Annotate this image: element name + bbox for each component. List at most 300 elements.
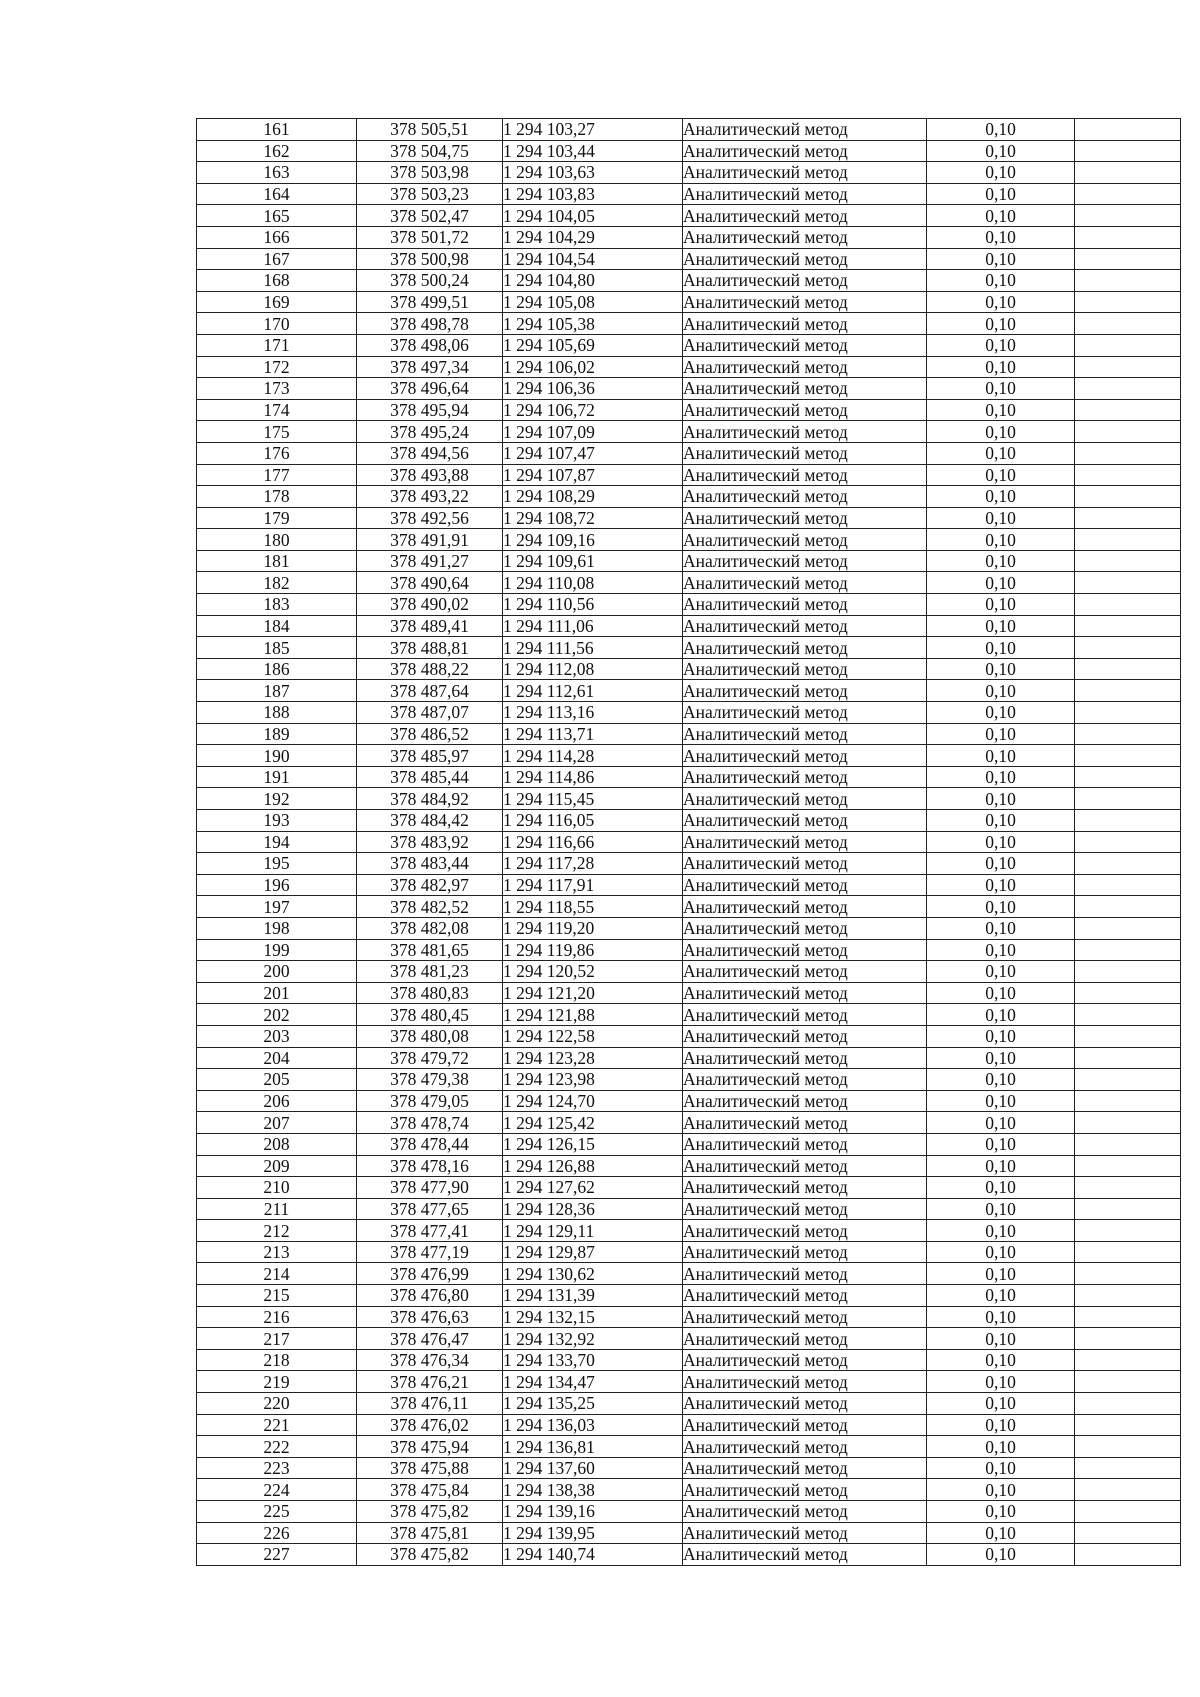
empty-cell [1075,291,1181,313]
x-coordinate-cell: 378 499,51 [357,291,503,313]
x-coordinate-cell: 378 481,23 [357,961,503,983]
point-number-cell: 183 [197,594,357,616]
method-cell: Аналитический метод [683,529,927,551]
empty-cell [1075,162,1181,184]
accuracy-cell: 0,10 [927,1349,1075,1371]
table-row [197,119,1181,141]
table-row [197,1133,1181,1155]
method-cell: Аналитический метод [683,788,927,810]
x-coordinate-cell: 378 480,83 [357,982,503,1004]
method-cell: Аналитический метод [683,291,927,313]
x-coordinate-cell: 378 485,97 [357,745,503,767]
point-number-cell: 174 [197,399,357,421]
empty-cell [1075,615,1181,637]
y-coordinate-cell: 1 294 105,08 [503,291,683,313]
y-coordinate-cell: 1 294 134,47 [503,1371,683,1393]
table-row [197,1263,1181,1285]
y-coordinate-cell: 1 294 105,69 [503,334,683,356]
accuracy-cell: 0,10 [927,1457,1075,1479]
empty-cell [1075,853,1181,875]
point-number-cell: 191 [197,766,357,788]
method-cell: Аналитический метод [683,1133,927,1155]
x-coordinate-cell: 378 475,82 [357,1501,503,1523]
empty-cell [1075,896,1181,918]
point-number-cell: 218 [197,1349,357,1371]
empty-cell [1075,788,1181,810]
x-coordinate-cell: 378 503,98 [357,162,503,184]
table-row [197,421,1181,443]
point-number-cell: 214 [197,1263,357,1285]
y-coordinate-cell: 1 294 103,83 [503,183,683,205]
point-number-cell: 181 [197,550,357,572]
empty-cell [1075,1069,1181,1091]
point-number-cell: 176 [197,442,357,464]
accuracy-cell: 0,10 [927,1047,1075,1069]
empty-cell [1075,1479,1181,1501]
method-cell: Аналитический метод [683,334,927,356]
y-coordinate-cell: 1 294 126,15 [503,1133,683,1155]
y-coordinate-cell: 1 294 115,45 [503,788,683,810]
table-row [197,810,1181,832]
point-number-cell: 165 [197,205,357,227]
x-coordinate-cell: 378 481,65 [357,939,503,961]
point-number-cell: 184 [197,615,357,637]
empty-cell [1075,356,1181,378]
accuracy-cell: 0,10 [927,1155,1075,1177]
x-coordinate-cell: 378 487,64 [357,680,503,702]
method-cell: Аналитический метод [683,1004,927,1026]
x-coordinate-cell: 378 475,88 [357,1457,503,1479]
accuracy-cell: 0,10 [927,572,1075,594]
table-row [197,723,1181,745]
accuracy-cell: 0,10 [927,917,1075,939]
y-coordinate-cell: 1 294 133,70 [503,1349,683,1371]
point-number-cell: 188 [197,702,357,724]
table-row [197,1436,1181,1458]
y-coordinate-cell: 1 294 103,27 [503,119,683,141]
accuracy-cell: 0,10 [927,1133,1075,1155]
table-row [197,637,1181,659]
table-row [197,1479,1181,1501]
method-cell: Аналитический метод [683,1069,927,1091]
x-coordinate-cell: 378 476,02 [357,1414,503,1436]
method-cell: Аналитический метод [683,702,927,724]
accuracy-cell: 0,10 [927,1263,1075,1285]
empty-cell [1075,1177,1181,1199]
point-number-cell: 196 [197,874,357,896]
table-row [197,1025,1181,1047]
x-coordinate-cell: 378 476,21 [357,1371,503,1393]
y-coordinate-cell: 1 294 116,66 [503,831,683,853]
table-row [197,183,1181,205]
table-row [197,1328,1181,1350]
x-coordinate-cell: 378 477,41 [357,1220,503,1242]
point-number-cell: 177 [197,464,357,486]
empty-cell [1075,334,1181,356]
y-coordinate-cell: 1 294 114,28 [503,745,683,767]
y-coordinate-cell: 1 294 124,70 [503,1090,683,1112]
empty-cell [1075,874,1181,896]
empty-cell [1075,140,1181,162]
point-number-cell: 169 [197,291,357,313]
x-coordinate-cell: 378 480,45 [357,1004,503,1026]
y-coordinate-cell: 1 294 129,11 [503,1220,683,1242]
table-row [197,378,1181,400]
y-coordinate-cell: 1 294 136,81 [503,1436,683,1458]
table-row [197,615,1181,637]
accuracy-cell: 0,10 [927,810,1075,832]
accuracy-cell: 0,10 [927,486,1075,508]
empty-cell [1075,917,1181,939]
method-cell: Аналитический метод [683,1220,927,1242]
accuracy-cell: 0,10 [927,464,1075,486]
x-coordinate-cell: 378 476,11 [357,1393,503,1415]
empty-cell [1075,1457,1181,1479]
point-number-cell: 216 [197,1306,357,1328]
x-coordinate-cell: 378 492,56 [357,507,503,529]
empty-cell [1075,1285,1181,1307]
y-coordinate-cell: 1 294 104,54 [503,248,683,270]
table-row [197,226,1181,248]
accuracy-cell: 0,10 [927,1177,1075,1199]
method-cell: Аналитический метод [683,615,927,637]
empty-cell [1075,745,1181,767]
method-cell: Аналитический метод [683,1522,927,1544]
accuracy-cell: 0,10 [927,1544,1075,1566]
x-coordinate-cell: 378 476,34 [357,1349,503,1371]
table-row [197,853,1181,875]
table-row [197,745,1181,767]
accuracy-cell: 0,10 [927,507,1075,529]
accuracy-cell: 0,10 [927,399,1075,421]
x-coordinate-cell: 378 475,81 [357,1522,503,1544]
empty-cell [1075,1349,1181,1371]
y-coordinate-cell: 1 294 123,28 [503,1047,683,1069]
accuracy-cell: 0,10 [927,637,1075,659]
table-row [197,1285,1181,1307]
x-coordinate-cell: 378 491,27 [357,550,503,572]
y-coordinate-cell: 1 294 125,42 [503,1112,683,1134]
empty-cell [1075,766,1181,788]
method-cell: Аналитический метод [683,853,927,875]
y-coordinate-cell: 1 294 117,28 [503,853,683,875]
y-coordinate-cell: 1 294 106,36 [503,378,683,400]
empty-cell [1075,529,1181,551]
empty-cell [1075,507,1181,529]
table-row [197,896,1181,918]
table-row [197,766,1181,788]
empty-cell [1075,1393,1181,1415]
method-cell: Аналитический метод [683,939,927,961]
x-coordinate-cell: 378 490,02 [357,594,503,616]
method-cell: Аналитический метод [683,162,927,184]
empty-cell [1075,205,1181,227]
x-coordinate-cell: 378 484,92 [357,788,503,810]
y-coordinate-cell: 1 294 139,95 [503,1522,683,1544]
x-coordinate-cell: 378 487,07 [357,702,503,724]
x-coordinate-cell: 378 501,72 [357,226,503,248]
accuracy-cell: 0,10 [927,594,1075,616]
table-row [197,788,1181,810]
accuracy-cell: 0,10 [927,442,1075,464]
table-row [197,917,1181,939]
empty-cell [1075,442,1181,464]
y-coordinate-cell: 1 294 104,29 [503,226,683,248]
table-row [197,529,1181,551]
empty-cell [1075,1436,1181,1458]
table-row [197,1306,1181,1328]
point-number-cell: 203 [197,1025,357,1047]
point-number-cell: 194 [197,831,357,853]
table-row [197,1112,1181,1134]
accuracy-cell: 0,10 [927,658,1075,680]
point-number-cell: 212 [197,1220,357,1242]
accuracy-cell: 0,10 [927,119,1075,141]
x-coordinate-cell: 378 485,44 [357,766,503,788]
y-coordinate-cell: 1 294 103,44 [503,140,683,162]
x-coordinate-cell: 378 476,99 [357,1263,503,1285]
accuracy-cell: 0,10 [927,421,1075,443]
method-cell: Аналитический метод [683,183,927,205]
accuracy-cell: 0,10 [927,1112,1075,1134]
empty-cell [1075,658,1181,680]
empty-cell [1075,1328,1181,1350]
accuracy-cell: 0,10 [927,226,1075,248]
method-cell: Аналитический метод [683,1155,927,1177]
table-row [197,594,1181,616]
empty-cell [1075,1306,1181,1328]
x-coordinate-cell: 378 497,34 [357,356,503,378]
point-number-cell: 180 [197,529,357,551]
point-number-cell: 168 [197,270,357,292]
method-cell: Аналитический метод [683,680,927,702]
method-cell: Аналитический метод [683,1479,927,1501]
y-coordinate-cell: 1 294 114,86 [503,766,683,788]
point-number-cell: 163 [197,162,357,184]
x-coordinate-cell: 378 495,94 [357,399,503,421]
method-cell: Аналитический метод [683,961,927,983]
y-coordinate-cell: 1 294 128,36 [503,1198,683,1220]
y-coordinate-cell: 1 294 107,87 [503,464,683,486]
coordinates-table-body [197,119,1181,1566]
x-coordinate-cell: 378 500,24 [357,270,503,292]
accuracy-cell: 0,10 [927,1004,1075,1026]
table-row [197,572,1181,594]
empty-cell [1075,1155,1181,1177]
accuracy-cell: 0,10 [927,939,1075,961]
point-number-cell: 172 [197,356,357,378]
method-cell: Аналитический метод [683,399,927,421]
table-row [197,291,1181,313]
method-cell: Аналитический метод [683,442,927,464]
accuracy-cell: 0,10 [927,1285,1075,1307]
point-number-cell: 205 [197,1069,357,1091]
y-coordinate-cell: 1 294 106,72 [503,399,683,421]
x-coordinate-cell: 378 489,41 [357,615,503,637]
x-coordinate-cell: 378 498,06 [357,334,503,356]
x-coordinate-cell: 378 504,75 [357,140,503,162]
accuracy-cell: 0,10 [927,1220,1075,1242]
accuracy-cell: 0,10 [927,313,1075,335]
point-number-cell: 207 [197,1112,357,1134]
x-coordinate-cell: 378 478,44 [357,1133,503,1155]
point-number-cell: 209 [197,1155,357,1177]
x-coordinate-cell: 378 498,78 [357,313,503,335]
method-cell: Аналитический метод [683,421,927,443]
method-cell: Аналитический метод [683,917,927,939]
point-number-cell: 186 [197,658,357,680]
accuracy-cell: 0,10 [927,1241,1075,1263]
y-coordinate-cell: 1 294 123,98 [503,1069,683,1091]
table-row [197,399,1181,421]
y-coordinate-cell: 1 294 105,38 [503,313,683,335]
table-row [197,939,1181,961]
method-cell: Аналитический метод [683,270,927,292]
point-number-cell: 222 [197,1436,357,1458]
empty-cell [1075,1371,1181,1393]
x-coordinate-cell: 378 482,52 [357,896,503,918]
point-number-cell: 171 [197,334,357,356]
x-coordinate-cell: 378 479,38 [357,1069,503,1091]
point-number-cell: 225 [197,1501,357,1523]
empty-cell [1075,1025,1181,1047]
accuracy-cell: 0,10 [927,1069,1075,1091]
accuracy-cell: 0,10 [927,270,1075,292]
y-coordinate-cell: 1 294 120,52 [503,961,683,983]
y-coordinate-cell: 1 294 112,08 [503,658,683,680]
point-number-cell: 193 [197,810,357,832]
x-coordinate-cell: 378 503,23 [357,183,503,205]
method-cell: Аналитический метод [683,1306,927,1328]
empty-cell [1075,378,1181,400]
accuracy-cell: 0,10 [927,550,1075,572]
x-coordinate-cell: 378 491,91 [357,529,503,551]
accuracy-cell: 0,10 [927,183,1075,205]
x-coordinate-cell: 378 493,88 [357,464,503,486]
accuracy-cell: 0,10 [927,291,1075,313]
table-row [197,1349,1181,1371]
point-number-cell: 227 [197,1544,357,1566]
empty-cell [1075,1220,1181,1242]
method-cell: Аналитический метод [683,723,927,745]
y-coordinate-cell: 1 294 139,16 [503,1501,683,1523]
point-number-cell: 221 [197,1414,357,1436]
accuracy-cell: 0,10 [927,248,1075,270]
point-number-cell: 211 [197,1198,357,1220]
point-number-cell: 192 [197,788,357,810]
empty-cell [1075,1004,1181,1026]
table-row [197,982,1181,1004]
table-row [197,874,1181,896]
point-number-cell: 213 [197,1241,357,1263]
y-coordinate-cell: 1 294 136,03 [503,1414,683,1436]
method-cell: Аналитический метод [683,594,927,616]
y-coordinate-cell: 1 294 109,16 [503,529,683,551]
point-number-cell: 189 [197,723,357,745]
accuracy-cell: 0,10 [927,334,1075,356]
point-number-cell: 198 [197,917,357,939]
x-coordinate-cell: 378 477,90 [357,1177,503,1199]
empty-cell [1075,486,1181,508]
method-cell: Аналитический метод [683,1112,927,1134]
table-row [197,1069,1181,1091]
method-cell: Аналитический метод [683,140,927,162]
method-cell: Аналитический метод [683,1371,927,1393]
point-number-cell: 204 [197,1047,357,1069]
table-row [197,162,1181,184]
y-coordinate-cell: 1 294 129,87 [503,1241,683,1263]
empty-cell [1075,313,1181,335]
accuracy-cell: 0,10 [927,356,1075,378]
accuracy-cell: 0,10 [927,140,1075,162]
x-coordinate-cell: 378 475,82 [357,1544,503,1566]
table-row [197,507,1181,529]
accuracy-cell: 0,10 [927,1198,1075,1220]
method-cell: Аналитический метод [683,226,927,248]
empty-cell [1075,399,1181,421]
table-row [197,313,1181,335]
empty-cell [1075,119,1181,141]
table-row [197,1004,1181,1026]
y-coordinate-cell: 1 294 122,58 [503,1025,683,1047]
table-row [197,1220,1181,1242]
empty-cell [1075,572,1181,594]
x-coordinate-cell: 378 482,08 [357,917,503,939]
y-coordinate-cell: 1 294 103,63 [503,162,683,184]
y-coordinate-cell: 1 294 119,86 [503,939,683,961]
accuracy-cell: 0,10 [927,529,1075,551]
empty-cell [1075,1198,1181,1220]
point-number-cell: 200 [197,961,357,983]
method-cell: Аналитический метод [683,1349,927,1371]
accuracy-cell: 0,10 [927,680,1075,702]
method-cell: Аналитический метод [683,637,927,659]
empty-cell [1075,723,1181,745]
table-row [197,1414,1181,1436]
point-number-cell: 197 [197,896,357,918]
point-number-cell: 170 [197,313,357,335]
x-coordinate-cell: 378 476,80 [357,1285,503,1307]
table-row [197,248,1181,270]
point-number-cell: 219 [197,1371,357,1393]
x-coordinate-cell: 378 488,81 [357,637,503,659]
x-coordinate-cell: 378 477,19 [357,1241,503,1263]
method-cell: Аналитический метод [683,1285,927,1307]
method-cell: Аналитический метод [683,766,927,788]
y-coordinate-cell: 1 294 104,05 [503,205,683,227]
y-coordinate-cell: 1 294 106,02 [503,356,683,378]
x-coordinate-cell: 378 496,64 [357,378,503,400]
empty-cell [1075,464,1181,486]
x-coordinate-cell: 378 480,08 [357,1025,503,1047]
x-coordinate-cell: 378 478,74 [357,1112,503,1134]
accuracy-cell: 0,10 [927,1436,1075,1458]
point-number-cell: 195 [197,853,357,875]
empty-cell [1075,1414,1181,1436]
method-cell: Аналитический метод [683,874,927,896]
x-coordinate-cell: 378 486,52 [357,723,503,745]
table-row [197,334,1181,356]
x-coordinate-cell: 378 490,64 [357,572,503,594]
accuracy-cell: 0,10 [927,723,1075,745]
empty-cell [1075,421,1181,443]
table-row [197,1090,1181,1112]
point-number-cell: 164 [197,183,357,205]
table-row [197,1047,1181,1069]
method-cell: Аналитический метод [683,356,927,378]
empty-cell [1075,1047,1181,1069]
table-row [197,961,1181,983]
